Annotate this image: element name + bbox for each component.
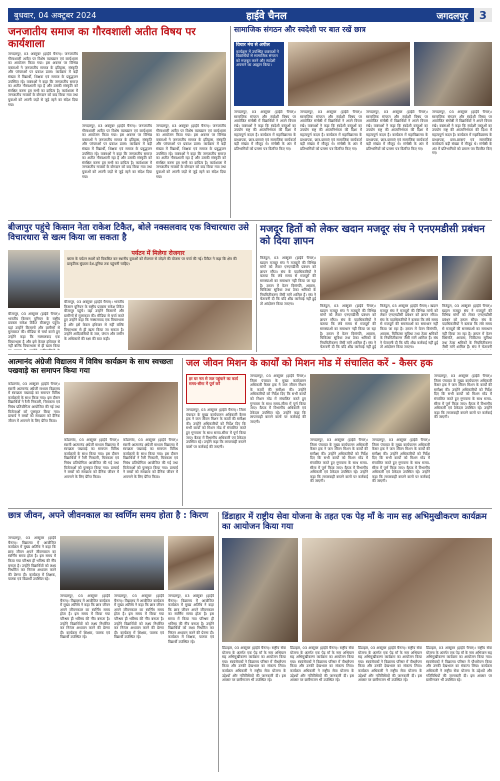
story1-headline: जनजातीय समाज का गौरवशाली अतीत विषय पर कार्यशाला: [8, 26, 196, 51]
story7-headline: छात्र जीवन, अपने जीवनकाल का स्वर्णिम समय होता है : किरण: [8, 511, 209, 521]
story7-body-col4: जगदलपुर, 03 अक्टूबर (हाईवे चैनल)। विद्यालय में आयोजित कार्यक्रम में मुख्य अतिथि ने कहा कि छात्र जीवन अपने जीवनकाल का स्वर्णिम समय होता है। इस समय में किया गया परिश्रम ही भविष्य की नींव बनाता है। उन्होंने विद्यार्थियों को लक्ष्य निर्धारित कर निरंतर अध्ययन करने की प्रेरणा दी। कार्यक्रम में शिक्षक, पालक एवं विद्यार्थी उपस्थित रहे।: [168, 594, 214, 644]
story4-body-col2: किरंदुल, 03 अक्टूबर (हाईवे चैनल)। खदान मजदूर संघ ने मजदूरों की विभिन्न मांगों को लेकर एनएमडीसी प्रबंधन को ज्ञापन सौंपा। संघ के पदाधिकारियों ने बताया कि लंबे समय से मजदूरों की समस्याओं का समाधान नहीं किया जा रहा है। ज्ञापन में वेतन विसंगति, आवास, चिकित्सा सुविधा तथा ठेका श्रमिकों के नियमितीकरण जैसी मांगें शामिल हैं। संघ ने चेतावनी दी कि यदि शीघ्र कार्रवाई नहीं हुई: [320, 304, 376, 350]
story2-headline: सामाजिक संगठन और स्वदेशी पर बात रखें छात्र: [234, 25, 366, 34]
divider: [8, 220, 492, 221]
story7-photo: [60, 536, 164, 590]
story4-photo-2: [442, 256, 492, 300]
story3-body-col1: बीजापुर, 03 अक्टूबर (हाईवे चैनल)। भारतीय किसान यूनियन के राष्ट्रीय प्रवक्ता राकेश टिकैत बीजापुर पहुंचे। यहां उन्होंने किसानों और ग्रामीणों से मुलाकात की। मीडिया से चर्चा करते हुए उन्होंने कहा कि नक्सलवाद एक विचारधारा है और इसे केवल हथियार से नहीं बल्कि विचारधारा से ही खत्म किया: [8, 312, 60, 349]
story8-headline: डिंडाहार में राष्ट्रीय सेवा योजना के तहत एक पेड़ माँ के नाम सह अभिमुखीकरण कार्यक्रम का आयोजन किया गया: [222, 511, 487, 531]
story6-pullquote: हर घर नल से जल पहुंचाने का कार्य समय-सीमा में पूर्ण करें: [186, 374, 246, 404]
paper-name: हाईवे चैनल: [246, 11, 287, 22]
divider: [256, 224, 257, 352]
story5-headline: आत्मानंद अंग्रेजी विद्यालय में विविध कार्यक्रम के साथ स्वच्छता पखवाड़े का समापन किया गया: [8, 357, 173, 375]
divider: [8, 508, 492, 509]
story2-body-col2: जगदलपुर, 03 अक्टूबर (हाईवे चैनल)। सामाजिक संगठन और स्वदेशी विषय पर आयोजित संगोष्ठी में विद्यार्थियों ने अपने विचार रखे। वक्ताओं ने कहा कि स्वदेशी वस्तुओं का उपयोग राष्ट्र की आत्मनिर्भरता की दिशा में महत्वपूर्ण कदम है। कार्यक्रम में महाविद्यालय के प्राध्यापक, छात्र-छात्राएं एवं सामाजिक कार्यकर्ता बड़ी संख्या में मौजूद थे। संगोष्ठी के अंत में प्रतिभागियों को प्रमाण पत्र वितरित किए गए।: [300, 110, 362, 151]
story3-inset: [64, 250, 252, 298]
story1-photo: [82, 52, 226, 120]
story3-inset-title: पर्यटन में मिलेगा रोजगार: [131, 250, 185, 257]
story4-body-col1: किरंदुल, 03 अक्टूबर (हाईवे चैनल)। खदान मजदूर संघ ने मजदूरों की विभिन्न मांगों को लेकर एनएमडीसी प्रबंधन को ज्ञापन सौंपा। संघ के पदाधिकारियों ने बताया कि लंबे समय से मजदूरों की समस्याओं का समाधान नहीं किया जा रहा है। ज्ञापन में वेतन विसंगति, आवास, चिकित्सा सुविधा तथा ठेका श्रमिकों के नियमितीकरण जैसी मांगें शामिल हैं। संघ ने चेतावनी दी कि यदि शीघ्र कार्रवाई नहीं हुई तो आंदोलन किया जाएगा।: [260, 256, 316, 306]
story6-body-col5: जगदलपुर, 03 अक्टूबर (हाईवे चैनल)। जिला पंचायत के मुख्य कार्यपालन अधिकारी कैसर हक ने जल जीवन मिशन के कार्यों की समीक्षा की। उन्होंने अधिकारियों को निर्देश दिए कि सभी कार्यों को मिशन मोड में संचालित करते हुए गुणवत्ता के साथ समय-सीमा में पूर्ण किया जाए। बैठक में विभागीय अधिकारी एवं ठेकेदार उपस्थित रहे। उन्होंने कहा कि लापरवाही बरतने वालों पर कार्रवाई की जाएगी।: [434, 374, 492, 420]
story6-body-col3: जगदलपुर, 03 अक्टूबर (हाईवे चैनल)। जिला पंचायत के मुख्य कार्यपालन अधिकारी कैसर हक ने जल जीवन मिशन के कार्यों की समीक्षा की। उन्होंने अधिकारियों को निर्देश दिए कि सभी कार्यों को मिशन मोड में संचालित करते हुए गुणवत्ता के साथ समय-सीमा में पूर्ण किया जाए। बैठक में विभागीय अधिकारी एवं ठेकेदार उपस्थित रहे। उन्होंने कहा कि लापरवाही बरतने वालों पर कार्रवाई की जाएगी।: [310, 438, 368, 484]
story5-photo: [64, 382, 178, 434]
story7-photo-2: [168, 536, 214, 590]
city-name: जगदलपुर: [436, 11, 468, 22]
divider: [182, 358, 183, 506]
story6-headline: जल जीवन मिशन के कार्यों को मिशन मोड में संचालित करें - कैसर हक: [186, 358, 433, 369]
story5-body-col3: कोंडागांव, 03 अक्टूबर (हाईवे चैनल)। स्वामी आत्मानंद अंग्रेजी माध्यम विद्यालय में स्वच्छता पखवाड़े का समापन विविध कार्यक्रमों के साथ किया गया। इस दौरान विद्यार्थियों ने रैली निकाली, चित्रकला एवं निबंध प्रतियोगिता आयोजित की गई तथा विजेताओं को पुरस्कृत किया गया। प्राचार्य ने बच्चों को स्वच्छता को दैनिक जीवन में अपनाने के लिए प्रेरित किया।: [123, 438, 178, 479]
divider: [218, 512, 219, 772]
story3-headline: बीजापुर पहुंचे किसान नेता राकेश टिकैत, बोले नक्सलवाद एक विचारधारा उसे विचारधारा से खत्म किया जा सकता है: [8, 223, 249, 243]
story4-body-col3: किरंदुल, 03 अक्टूबर (हाईवे चैनल)। खदान मजदूर संघ ने मजदूरों की विभिन्न मांगों को लेकर एनएमडीसी प्रबंधन को ज्ञापन सौंपा। संघ के पदाधिकारियों ने बताया कि लंबे समय से मजदूरों की समस्याओं का समाधान नहीं किया जा रहा है। ज्ञापन में वेतन विसंगति, आवास, चिकित्सा सुविधा तथा ठेका श्रमिकों के नियमितीकरण जैसी मांगें शामिल हैं। संघ ने चेतावनी दी कि यदि शीघ्र कार्रवाई नहीं हुई तो आंदोलन किया जाएगा।: [380, 304, 438, 350]
story3-inset-text: बस्तर के पर्यटन स्थलों को विकसित कर स्थानीय युवाओं को रोजगार से जोड़ने की योजना पर चर्चा की गई। टिकैत ने कहा कि क्षेत्र की प्राकृतिक सुंदरता देश-दुनिया तक पहुंचनी चाहिए।: [67, 257, 237, 266]
story4-body-col4: किरंदुल, 03 अक्टूबर (हाईवे चैनल)। खदान मजदूर संघ ने मजदूरों की विभिन्न मांगों को लेकर एनएमडीसी प्रबंधन को ज्ञापन सौंपा। संघ के पदाधिकारियों ने बताया कि लंबे समय से मजदूरों की समस्याओं का समाधान नहीं किया जा रहा है। ज्ञापन में वेतन विसंगति, आवास, चिकित्सा सुविधा तथा ठेका श्रमिकों के नियमितीकरण जैसी मांगें शामिल हैं। संघ ने चेतावनी: [442, 304, 492, 350]
story5-body-col2: कोंडागांव, 03 अक्टूबर (हाईवे चैनल)। स्वामी आत्मानंद अंग्रेजी माध्यम विद्यालय में स्वच्छता पखवाड़े का समापन विविध कार्यक्रमों के साथ किया गया। इस दौरान विद्यार्थियों ने रैली निकाली, चित्रकला एवं निबंध प्रतियोगिता आयोजित की गई तथा विजेताओं को पुरस्कृत किया गया। प्राचार्य ने बच्चों को स्वच्छता को दैनिक जीवन में अपनाने के लिए प्रेरित किया।: [64, 438, 119, 479]
story6-body-col4: जगदलपुर, 03 अक्टूबर (हाईवे चैनल)। जिला पंचायत के मुख्य कार्यपालन अधिकारी कैसर हक ने जल जीवन मिशन के कार्यों की समीक्षा की। उन्होंने अधिकारियों को निर्देश दिए कि सभी कार्यों को मिशन मोड में संचालित करते हुए गुणवत्ता के साथ समय-सीमा में पूर्ण किया जाए। बैठक में विभागीय अधिकारी एवं ठेकेदार उपस्थित रहे। उन्होंने कहा कि लापरवाही बरतने वालों पर कार्रवाई की जाएगी।: [372, 438, 430, 484]
story7-body-col3: जगदलपुर, 03 अक्टूबर (हाईवे चैनल)। विद्यालय में आयोजित कार्यक्रम में मुख्य अतिथि ने कहा कि छात्र जीवन अपने जीवनकाल का स्वर्णिम समय होता है। इस समय में किया गया परिश्रम ही भविष्य की नींव बनाता है। उन्होंने विद्यार्थियों को लक्ष्य निर्धारित कर निरंतर अध्ययन करने की प्रेरणा दी। कार्यक्रम में शिक्षक, पालक एवं विद्यार्थी उपस्थित रहे।: [114, 594, 164, 640]
story6-photo: [310, 374, 430, 434]
story8-photo: [222, 538, 298, 642]
story6-body-col1: जगदलपुर, 03 अक्टूबर (हाईवे चैनल)। जिला पंचायत के मुख्य कार्यपालन अधिकारी कैसर हक ने जल जीवन मिशन के कार्यों की समीक्षा की। उन्होंने अधिकारियों को निर्देश दिए कि सभी कार्यों को मिशन मोड में संचालित करते हुए गुणवत्ता के साथ समय-सीमा में पूर्ण किया जाए। बैठक में विभागीय अधिकारी एवं ठेकेदार उपस्थित रहे। उन्होंने कहा कि लापरवाही बरतने वालों पर कार्रवाई की जाएगी।: [186, 408, 246, 449]
story8-body-col3: डिंडाहार, 03 अक्टूबर (हाईवे चैनल)। राष्ट्रीय सेवा योजना के अंतर्गत एक पेड़ माँ के नाम अभियान सह अभिमुखीकरण कार्यक्रम का आयोजन किया गया। स्वयंसेवकों ने विद्यालय परिसर में पौधरोपण किया और उनकी देखभाल का संकल्प लिया। कार्यक्रम अधिकारी ने राष्ट्रीय सेवा योजना के उद्देश्यों और गतिविधियों की जानकारी दी। इस अवसर पर ग्रामीणजन भी उपस्थित रहे।: [358, 646, 422, 683]
story6-body-col2: जगदलपुर, 03 अक्टूबर (हाईवे चैनल)। जिला पंचायत के मुख्य कार्यपालन अधिकारी कैसर हक ने जल जीवन मिशन के कार्यों की समीक्षा की। उन्होंने अधिकारियों को निर्देश दिए कि सभी कार्यों को मिशन मोड में संचालित करते हुए गुणवत्ता के साथ समय-सीमा में पूर्ण किया जाए। बैठक में विभागीय अधिकारी एवं ठेकेदार उपस्थित रहे। उन्होंने कहा कि लापरवाही बरतने वालों पर कार्रवाई की जाएगी।: [250, 374, 306, 424]
masthead: [8, 8, 492, 22]
story8-body-col2: डिंडाहार, 03 अक्टूबर (हाईवे चैनल)। राष्ट्रीय सेवा योजना के अंतर्गत एक पेड़ माँ के नाम अभियान सह अभिमुखीकरण कार्यक्रम का आयोजन किया गया। स्वयंसेवकों ने विद्यालय परिसर में पौधरोपण किया और उनकी देखभाल का संकल्प लिया। कार्यक्रम अधिकारी ने राष्ट्रीय सेवा योजना के उद्देश्यों और गतिविधियों की जानकारी दी। इस अवसर पर ग्रामीणजन भी उपस्थित रहे।: [290, 646, 354, 683]
story7-body-col1: जगदलपुर, 03 अक्टूबर (हाईवे चैनल)। विद्यालय में आयोजित कार्यक्रम में मुख्य अतिथि ने कहा कि छात्र जीवन अपने जीवनकाल का स्वर्णिम समय होता है। इस समय में किया गया परिश्रम ही भविष्य की नींव बनाता है। उन्होंने विद्यार्थियों को लक्ष्य निर्धारित कर निरंतर अध्ययन करने की प्रेरणा दी। कार्यक्रम में शिक्षक, पालक एवं विद्यार्थी उपस्थित रहे।: [8, 536, 56, 582]
story8-photo-2: [302, 538, 492, 642]
story3-photo: [8, 250, 60, 308]
story3-photo-2: [128, 300, 252, 350]
story1-body-col3: जगदलपुर, 03 अक्टूबर (हाईवे चैनल)। जनजातीय गौरवशाली अतीत पर विशेष व्याख्यान एवं कार्यशाला का आयोजन किया गया। इस अवसर पर विभिन्न वक्ताओं ने जनजातीय समाज के इतिहास, संस्कृति और परंपराओं पर प्रकाश डाला। कार्यक्रम में बड़ी संख्या में विद्यार्थी, शिक्षक एवं समाज के प्रबुद्धजन उपस्थित रहे। वक्ताओं ने कहा कि जनजातीय समाज का अतीत गौरवशाली रहा है और उसकी संस्कृति को संरक्षित करना हम सभी का दायित्व है। कार्यशाला में जनजातीय नायकों के योगदान को याद किया गया तथा युवाओं को अपनी जड़ों से जुड़े रहने का संदेश दिया गया।: [156, 124, 226, 179]
issue-date: बुधवार, 04 अक्टूबर 2024: [14, 10, 97, 20]
story2-caption-box: [234, 42, 284, 106]
story2-photo: [288, 42, 410, 106]
story2-body-col4: जगदलपुर, 03 अक्टूबर (हाईवे चैनल)। सामाजिक संगठन और स्वदेशी विषय पर आयोजित संगोष्ठी में विद्यार्थियों ने अपने विचार रखे। वक्ताओं ने कहा कि स्वदेशी वस्तुओं का उपयोग राष्ट्र की आत्मनिर्भरता की दिशा में महत्वपूर्ण कदम है। कार्यक्रम में महाविद्यालय के प्राध्यापक, छात्र-छात्राएं एवं सामाजिक कार्यकर्ता बड़ी संख्या में मौजूद थे। संगोष्ठी के अंत में प्रतिभागियों को प्रमाण पत्र वितरित किए गए।: [432, 110, 492, 156]
story1-body-col2: जगदलपुर, 03 अक्टूबर (हाईवे चैनल)। जनजातीय गौरवशाली अतीत पर विशेष व्याख्यान एवं कार्यशाला का आयोजन किया गया। इस अवसर पर विभिन्न वक्ताओं ने जनजातीय समाज के इतिहास, संस्कृति और परंपराओं पर प्रकाश डाला। कार्यक्रम में बड़ी संख्या में विद्यार्थी, शिक्षक एवं समाज के प्रबुद्धजन उपस्थित रहे। वक्ताओं ने कहा कि जनजातीय समाज का अतीत गौरवशाली रहा है और उसकी संस्कृति को संरक्षित करना हम सभी का दायित्व है। कार्यशाला में जनजातीय नायकों के योगदान को याद किया गया तथा युवाओं को अपनी जड़ों से जुड़े रहने का संदेश दिया गया।: [82, 124, 152, 179]
divider: [8, 354, 492, 355]
story8-body-col4: डिंडाहार, 03 अक्टूबर (हाईवे चैनल)। राष्ट्रीय सेवा योजना के अंतर्गत एक पेड़ माँ के नाम अभियान सह अभिमुखीकरण कार्यक्रम का आयोजन किया गया। स्वयंसेवकों ने विद्यालय परिसर में पौधरोपण किया और उनकी देखभाल का संकल्प लिया। कार्यक्रम अधिकारी ने राष्ट्रीय सेवा योजना के उद्देश्यों और गतिविधियों की जानकारी दी। इस अवसर पर ग्रामीणजन भी उपस्थित रहे।: [426, 646, 492, 683]
story7-body-col2: जगदलपुर, 03 अक्टूबर (हाईवे चैनल)। विद्यालय में आयोजित कार्यक्रम में मुख्य अतिथि ने कहा कि छात्र जीवन अपने जीवनकाल का स्वर्णिम समय होता है। इस समय में किया गया परिश्रम ही भविष्य की नींव बनाता है। उन्होंने विद्यार्थियों को लक्ष्य निर्धारित कर निरंतर अध्ययन करने की प्रेरणा दी। कार्यक्रम में शिक्षक, पालक एवं विद्यार्थी उपस्थित रहे।: [60, 594, 110, 640]
story2-body-col3: जगदलपुर, 03 अक्टूबर (हाईवे चैनल)। सामाजिक संगठन और स्वदेशी विषय पर आयोजित संगोष्ठी में विद्यार्थियों ने अपने विचार रखे। वक्ताओं ने कहा कि स्वदेशी वस्तुओं का उपयोग राष्ट्र की आत्मनिर्भरता की दिशा में महत्वपूर्ण कदम है। कार्यक्रम में महाविद्यालय के प्राध्यापक, छात्र-छात्राएं एवं सामाजिक कार्यकर्ता बड़ी संख्या में मौजूद थे। संगोष्ठी के अंत में प्रतिभागियों को प्रमाण पत्र वितरित किए गए।: [366, 110, 428, 151]
story2-caption-text: कार्यक्रम में उपस्थित वक्ताओं ने विद्यार्थियों से सामाजिक संगठन को मजबूत करने और स्वदेशी अपनाने का आह्वान किया।: [236, 48, 279, 68]
story2-body-col1: जगदलपुर, 03 अक्टूबर (हाईवे चैनल)। सामाजिक संगठन और स्वदेशी विषय पर आयोजित संगोष्ठी में विद्यार्थियों ने अपने विचार रखे। वक्ताओं ने कहा कि स्वदेशी वस्तुओं का उपयोग राष्ट्र की आत्मनिर्भरता की दिशा में महत्वपूर्ण कदम है। कार्यक्रम में महाविद्यालय के प्राध्यापक, छात्र-छात्राएं एवं सामाजिक कार्यकर्ता बड़ी संख्या में मौजूद थे। संगोष्ठी के अंत में प्रतिभागियों को प्रमाण पत्र वितरित किए गए।: [234, 110, 296, 151]
story2-caption-title: विचार मंच से अपील: [236, 43, 270, 48]
story2-photo-2: [414, 42, 492, 106]
story3-body-col2: बीजापुर, 03 अक्टूबर (हाईवे चैनल)। भारतीय किसान यूनियन के राष्ट्रीय प्रवक्ता राकेश टिकैत बीजापुर पहुंचे। यहां उन्होंने किसानों और ग्रामीणों से मुलाकात की। मीडिया से चर्चा करते हुए उन्होंने कहा कि नक्सलवाद एक विचारधारा है और इसे केवल हथियार से नहीं बल्कि विचारधारा से ही खत्म किया जा सकता है। उन्होंने आदिवासियों के जल, जंगल और जमीन के अधिकारों की रक्षा की बात कही।: [64, 300, 124, 341]
story8-body-col1: डिंडाहार, 03 अक्टूबर (हाईवे चैनल)। राष्ट्रीय सेवा योजना के अंतर्गत एक पेड़ माँ के नाम अभियान सह अभिमुखीकरण कार्यक्रम का आयोजन किया गया। स्वयंसेवकों ने विद्यालय परिसर में पौधरोपण किया और उनकी देखभाल का संकल्प लिया। कार्यक्रम अधिकारी ने राष्ट्रीय सेवा योजना के उद्देश्यों और गतिविधियों की जानकारी दी। इस अवसर पर ग्रामीणजन भी उपस्थित रहे।: [222, 646, 286, 683]
story5-body-col1: कोंडागांव, 03 अक्टूबर (हाईवे चैनल)। स्वामी आत्मानंद अंग्रेजी माध्यम विद्यालय में स्वच्छता पखवाड़े का समापन विविध कार्यक्रमों के साथ किया गया। इस दौरान विद्यार्थियों ने रैली निकाली, चित्रकला एवं निबंध प्रतियोगिता आयोजित की गई तथा विजेताओं को पुरस्कृत किया गया। प्राचार्य ने बच्चों को स्वच्छता को दैनिक जीवन में अपनाने के लिए प्रेरित किया।: [8, 382, 60, 423]
story1-body-col1: जगदलपुर, 03 अक्टूबर (हाईवे चैनल)। जनजातीय गौरवशाली अतीत पर विशेष व्याख्यान एवं कार्यशाला का आयोजन किया गया। इस अवसर पर विभिन्न वक्ताओं ने जनजातीय समाज के इतिहास, संस्कृति और परंपराओं पर प्रकाश डाला। कार्यक्रम में बड़ी संख्या में विद्यार्थी, शिक्षक एवं समाज के प्रबुद्धजन उपस्थित रहे। वक्ताओं ने कहा कि जनजातीय समाज का अतीत गौरवशाली रहा है और उसकी संस्कृति को संरक्षित करना हम सभी का दायित्व है। कार्यशाला में जनजातीय नायकों के योगदान को याद किया गया तथा युवाओं को अपनी जड़ों से जुड़े रहने का संदेश दिया गया।: [8, 52, 78, 107]
masthead-right: [437, 8, 492, 22]
page-number: 3: [474, 8, 492, 22]
newspaper-page: [8, 8, 492, 773]
story4-photo: [320, 256, 438, 300]
divider: [230, 26, 231, 218]
story4-headline: मजदूर हितों को लेकर खदान मजदूर संघ ने एनएमडीसी प्रबंधन को दिया ज्ञापन: [260, 224, 485, 247]
